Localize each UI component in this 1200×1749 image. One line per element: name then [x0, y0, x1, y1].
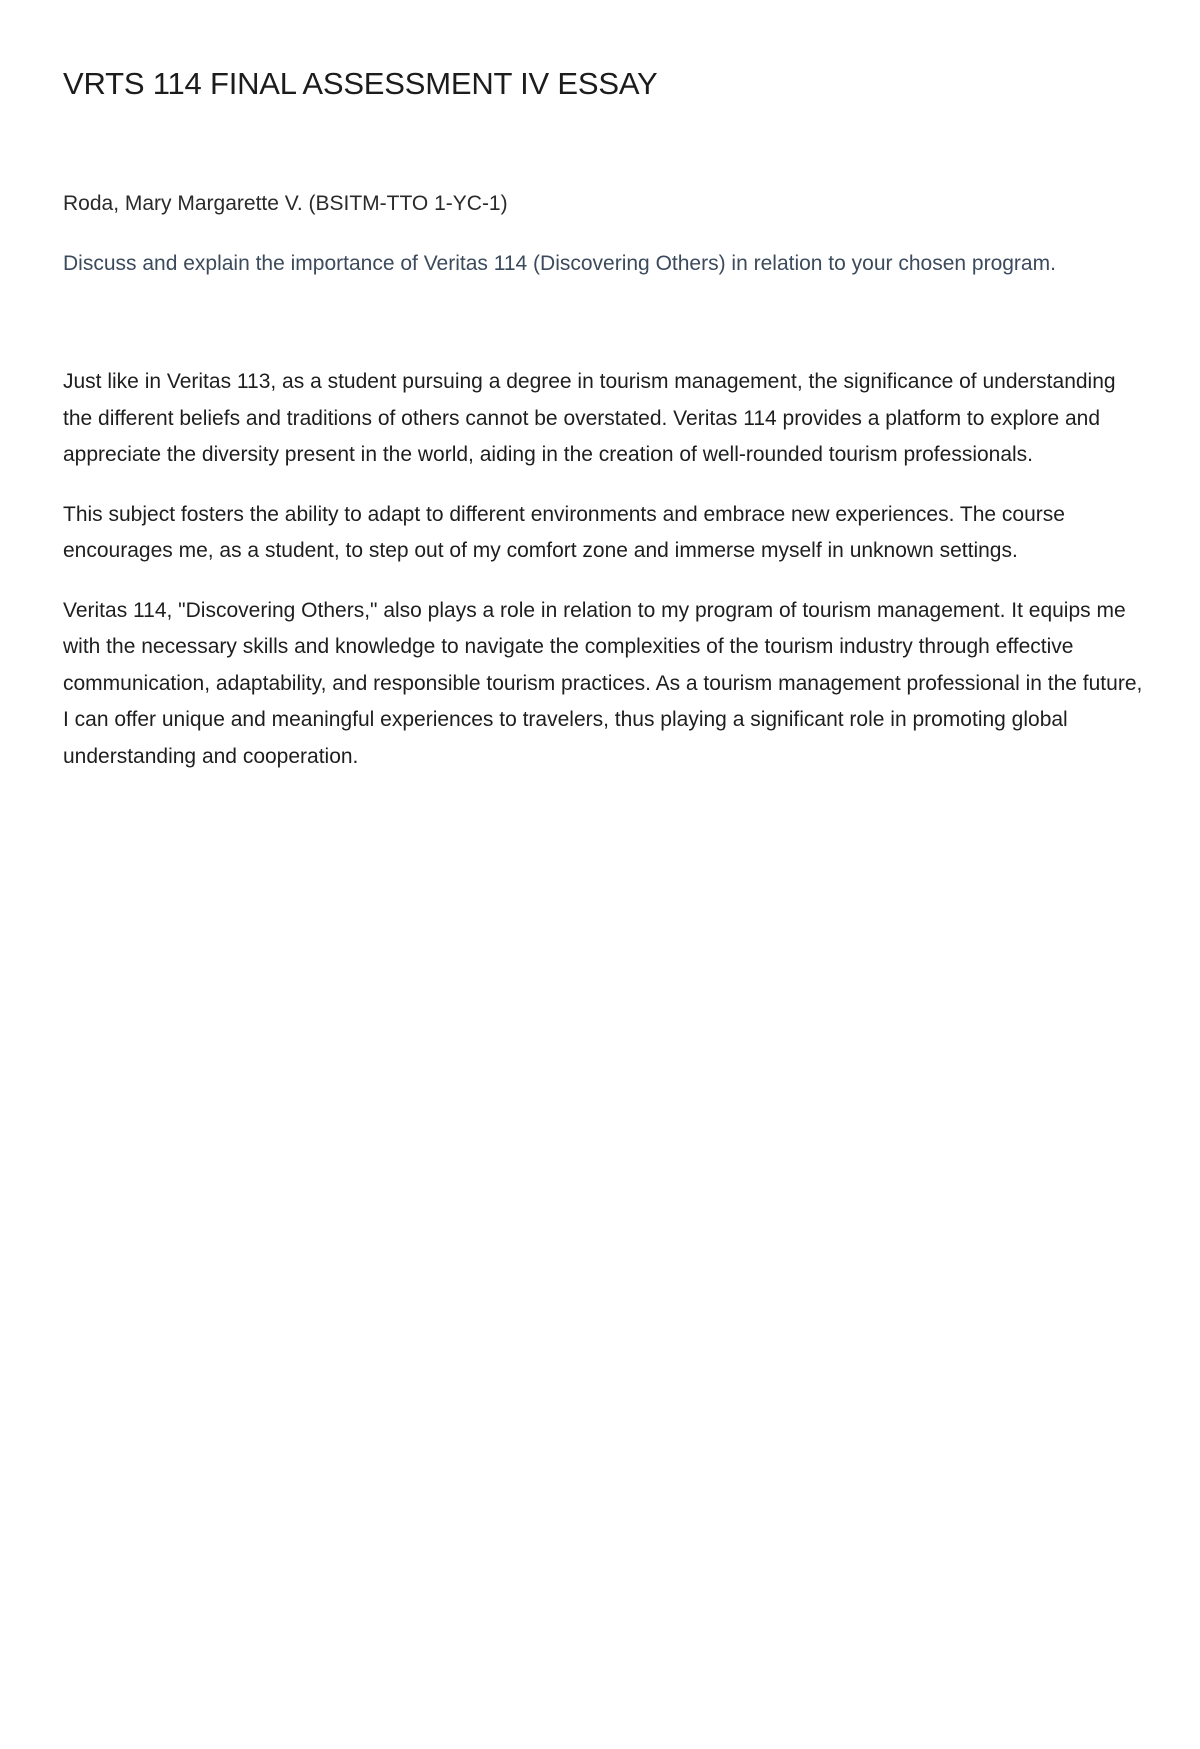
essay-paragraph-2: This subject fosters the ability to adapt to different environments and embrace new experiences. The course encourages me, as a student, to step out of my comfort zone and immerse myself in unknown settings. [63, 502, 1065, 562]
document-content [63, 62, 1143, 798]
essay-prompt: Discuss and explain the importance of Veritas 114 (Discovering Others) in relation to your chosen program. [63, 252, 1056, 275]
essay-body [63, 364, 1143, 775]
document-title: VRTS 114 FINAL ASSESSMENT IV ESSAY [63, 66, 658, 101]
author-line: Roda, Mary Margarette V. (BSITM-TTO 1-YC-1) [63, 192, 508, 215]
essay-paragraph-3: Veritas 114, "Discovering Others," also plays a role in relation to my program of tourism management. It equips me with the necessary skills and knowledge to navigate the complexities of the tourism industry through effective communication, adaptability, and responsible tourism practices. As a tourism management professional in the future, I can offer unique and meaningful experiences to travelers, thus playing a significant role in promoting global understanding and cooperation. [63, 598, 1143, 768]
essay-paragraph-1: Just like in Veritas 113, as a student pursuing a degree in tourism management, the significance of understanding the different beliefs and traditions of others cannot be overstated. Veritas 114 provides a platform to explore and appreciate the diversity present in the world, aiding in the creation of well-rounded tourism professionals. [63, 370, 1116, 466]
